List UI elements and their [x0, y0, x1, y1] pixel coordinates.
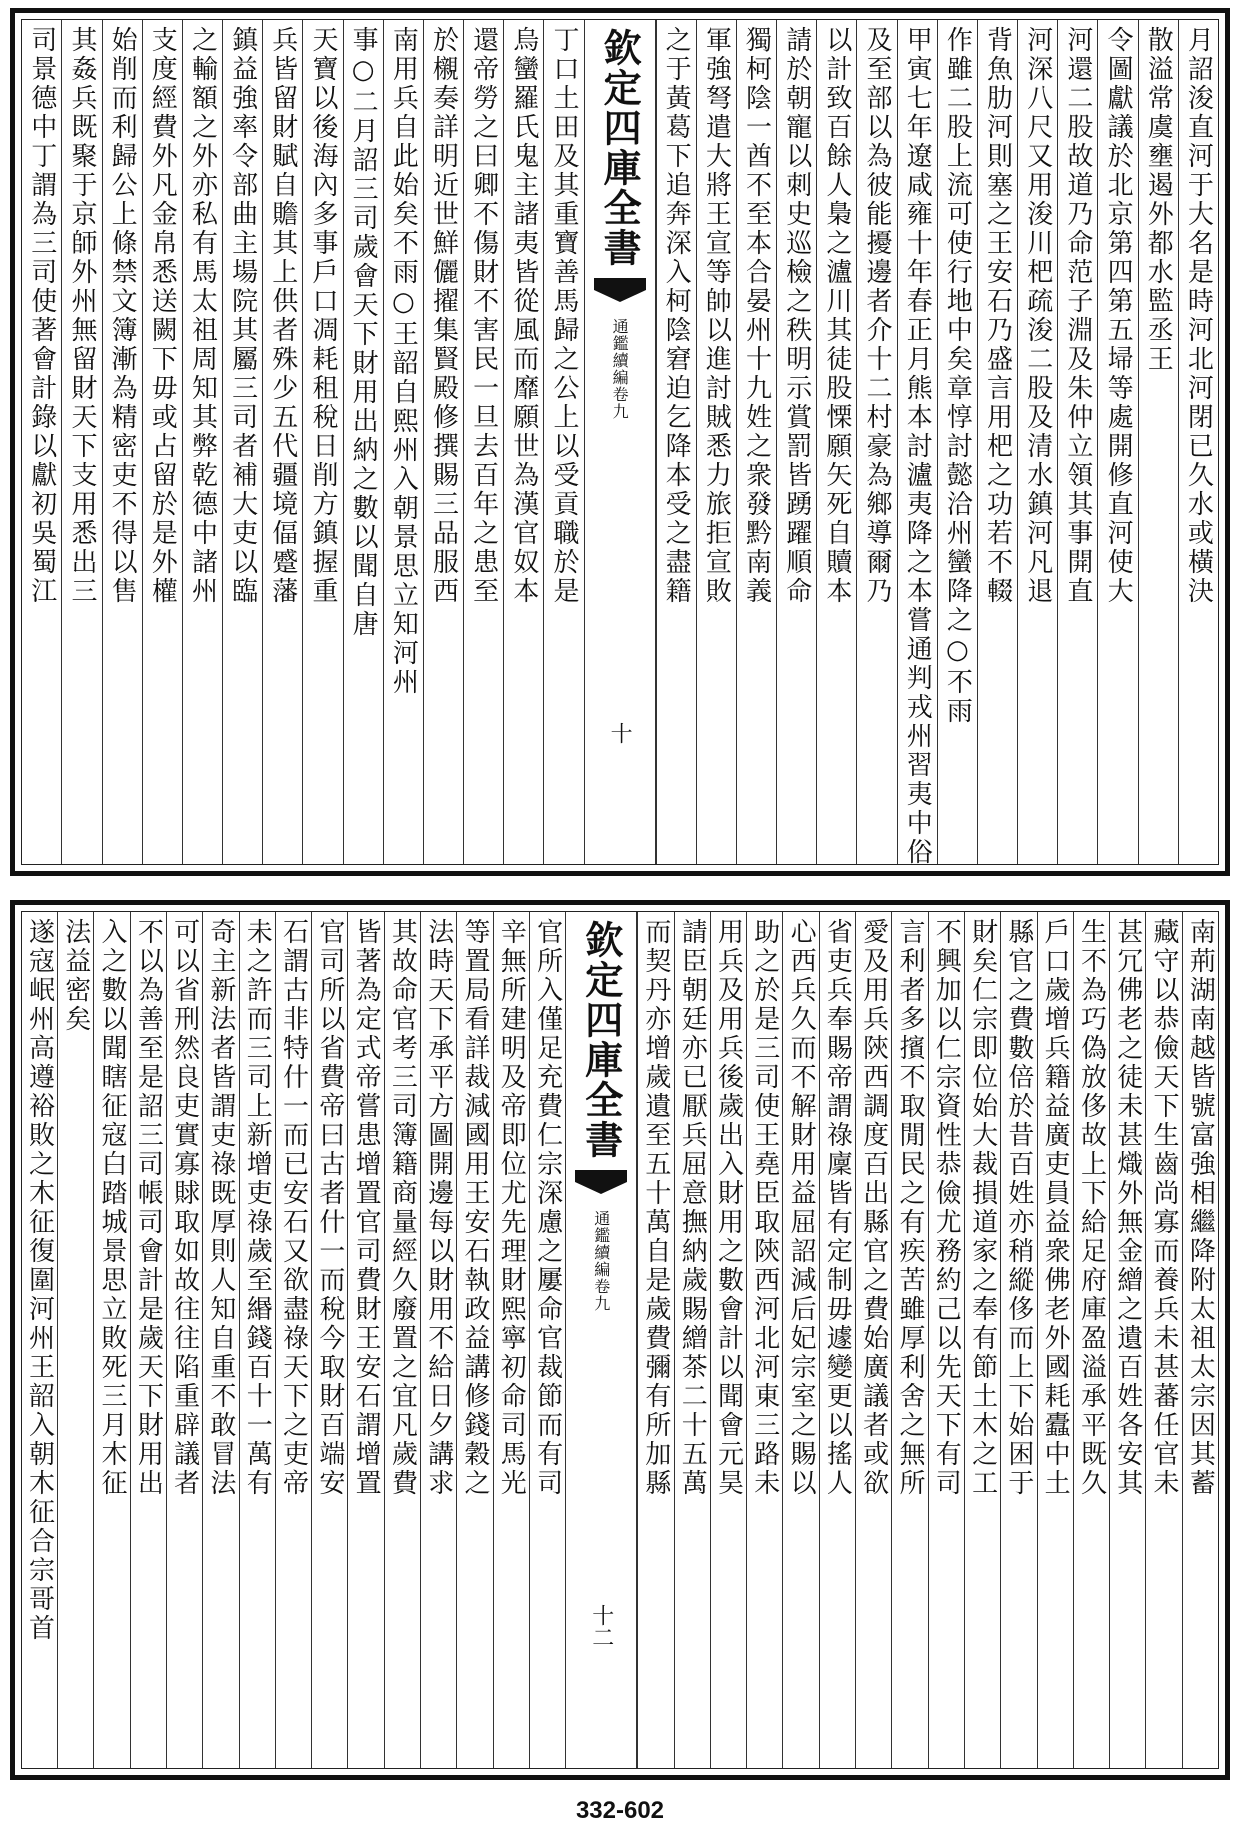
spine-column [565, 912, 637, 1768]
spine-leaf-number: 十二 [588, 1604, 614, 1648]
text-column [202, 912, 238, 1768]
text-column [102, 20, 142, 864]
column-text: 河深八尺又用浚川杷疏浚二股及清水鎮河凡退 [1022, 26, 1053, 606]
text-column [1097, 20, 1137, 864]
column-text: 之輸額之外亦私有馬太祖周知其弊乾德中諸州 [187, 26, 218, 606]
text-column [937, 20, 977, 864]
text-column [746, 912, 782, 1768]
text-column [1037, 912, 1073, 1768]
text-column [503, 20, 543, 864]
text-column [463, 20, 503, 864]
column-text: 不興加以仁宗資性恭儉尤務約己以先天下有司 [931, 918, 962, 1498]
column-text: 請臣朝廷亦已厭兵屈意撫納歲賜繒茶二十五萬 [677, 918, 708, 1498]
text-column [1073, 912, 1109, 1768]
text-column [456, 912, 492, 1768]
column-text: 請於朝寵以刺史巡檢之秩明示賞罰皆踴躍順命 [781, 26, 812, 606]
column-text: 及至部以為彼能擾邊者介十二村豪為鄉導爾乃 [862, 26, 893, 606]
column-text: 不以為善至是詔三司帳司會計是歲天下財用出 [133, 918, 164, 1498]
spine-leaf-number: 十 [607, 722, 633, 744]
text-column [1000, 912, 1036, 1768]
text-column [130, 912, 166, 1768]
text-column [57, 912, 93, 1768]
column-text: 心西兵久而不解財用益屈詔減后妃宗室之賜以 [786, 918, 817, 1498]
text-column [302, 20, 342, 864]
text-column [891, 912, 927, 1768]
column-text: 獨柯陰一酋不至本合晏州十九姓之衆發黔南義 [741, 26, 772, 606]
text-column [182, 20, 222, 864]
text-column [22, 912, 57, 1768]
text-column [166, 912, 202, 1768]
column-text: 奇主新法者皆謂吏祿既厚則人知自重不敢冒法 [205, 918, 236, 1498]
text-column [1182, 912, 1218, 1768]
text-column [855, 912, 891, 1768]
text-column [61, 20, 101, 864]
text-column [1017, 20, 1057, 864]
text-column [420, 912, 456, 1768]
spine-title: 欽定四庫全書 [597, 28, 643, 268]
column-text: 石謂古非特什一而已安石又欲盡祿天下之吏帝 [278, 918, 309, 1498]
column-text: 未之許而三司上新增吏祿歲至緡錢百十一萬有 [242, 918, 273, 1498]
column-text: 藏守以恭儉天下生齒尚寡而養兵未甚蕃任官未 [1149, 918, 1180, 1498]
column-text: 於櫬奏詳明近世鮮儷擢集賢殿修撰賜三品服西 [428, 26, 459, 606]
column-text: 丁口土田及其重寶善馬歸之公上以受貢職於是 [549, 26, 579, 606]
column-text: 河還二股故道乃命范子淵及朱仲立領其事開直 [1062, 26, 1093, 606]
column-text: 南荊湖南越皆號富強相繼降附太祖太宗因其蓄 [1185, 918, 1216, 1498]
spine-title: 欽定四庫全書 [578, 920, 624, 1160]
column-text: 財矣仁宗即位始大裁損道家之奉有節土木之工 [967, 918, 998, 1498]
column-text: 官司所以省費帝曰古者什一而稅今取財百端安 [314, 918, 345, 1498]
text-column [239, 912, 275, 1768]
column-text: 還帝勞之曰卿不傷財不害民一旦去百年之患至 [468, 26, 499, 606]
column-text: 天寶以後海內多事戶口凋耗租稅日削方鎮握重 [307, 26, 338, 606]
column-text: 言利者多擯不取閒民之有疾苦雖厚利舍之無所 [894, 918, 925, 1498]
spine-volume: 卷九 [591, 1278, 611, 1312]
column-text: 鎮益強率令部曲主場院其屬三司者補大吏以臨 [227, 26, 258, 606]
text-column [928, 912, 964, 1768]
spine-book: 通鑑續編 [610, 318, 630, 386]
column-text: 而契丹亦增歲遺至五十萬自是歲費彌有所加縣 [640, 918, 671, 1498]
text-column [493, 912, 529, 1768]
column-text: 司景德中丁謂為三司使著會計錄以獻初吳蜀江 [26, 26, 57, 606]
column-text: 以計致百餘人梟之瀘川其徒股慄願矢死自贖本 [821, 26, 852, 606]
column-text: 皆著為定式帝嘗患增置官司費財王安石謂增置 [351, 918, 382, 1498]
text-column [22, 20, 61, 864]
text-column [262, 20, 302, 864]
column-text: 甲寅七年遼咸雍十年春正月熊本討瀘夷降之本嘗通判戎州習夷中俗 [902, 26, 933, 867]
column-text: 兵皆留財賦自贍其上供者殊少五代疆境偪蹙藩 [267, 26, 298, 606]
bottom-page-columns [21, 911, 1219, 1769]
text-column [696, 20, 736, 864]
top-page-frame [10, 8, 1230, 876]
column-text: 支度經費外凡金帛悉送闕下毋或占留於是外權 [147, 26, 178, 606]
column-text: 法益密矣 [60, 918, 91, 1034]
text-column [222, 20, 262, 864]
text-column [343, 20, 383, 864]
column-text: 作雖二股上流可使行地中矣章惇討懿洽州蠻降之○不雨 [942, 26, 973, 726]
column-text: 遂寇岷州高遵裕敗之木征復圍河州王韶入朝木征合宗哥首 [24, 918, 55, 1643]
spine-book: 通鑑續編 [591, 1210, 611, 1278]
text-column [656, 20, 696, 864]
column-text: 戶口歲增兵籍益廣吏員益衆佛老外國耗蠹中土 [1040, 918, 1071, 1498]
text-column [1138, 20, 1178, 864]
text-column [543, 20, 583, 864]
text-column [1178, 20, 1218, 864]
column-text: 法時天下承平方圖開邊每以財用不給日夕講求 [423, 918, 454, 1498]
text-column [1145, 912, 1181, 1768]
text-column [736, 20, 776, 864]
column-text: 辛無所建明及帝即位尤先理財熙寧初命司馬光 [496, 918, 527, 1498]
column-text: 等置局看詳裁減國用王安石執政益講修錢穀之 [460, 918, 490, 1498]
column-text: 之于黃葛下追奔深入柯陰窘迫乞降本受之盡籍 [661, 26, 692, 606]
spine-volume: 卷九 [610, 386, 630, 420]
page-number: 332-602 [575, 1797, 665, 1824]
text-column [819, 912, 855, 1768]
column-text: 助之於是三司使王堯臣取陝西河北河東三路未 [749, 918, 780, 1498]
spine-book-volume [608, 318, 631, 420]
column-text: 軍強弩遣大將王宣等帥以進討賊悉力旅拒宣敗 [701, 26, 732, 606]
text-column [710, 912, 746, 1768]
column-text: 省吏兵奉賜帝謂祿廩皆有定制毋遽變更以搖人 [822, 918, 853, 1498]
column-text: 縣官之費數倍於昔百姓亦稍縱侈而上下始困于 [1003, 918, 1034, 1498]
column-text: 始削而利歸公上條禁文簿漸為精密吏不得以售 [107, 26, 138, 606]
spine-column [584, 20, 656, 864]
column-text: 其姦兵既聚于京師外州無留財天下支用悉出三 [66, 26, 97, 606]
text-column [897, 20, 937, 867]
text-column [529, 912, 565, 1768]
text-column [856, 20, 896, 864]
text-column [816, 20, 856, 864]
column-text: 月詔浚直河于大名是時河北河閉已久水或橫決 [1183, 26, 1214, 606]
text-column [964, 912, 1000, 1768]
text-column [384, 912, 420, 1768]
column-text: 背魚肋河則塞之王安石乃盛言用杷之功若不輟 [982, 26, 1013, 606]
column-text: 可以省刑然良吏實寡賕取如故往往陷重辟議者 [169, 918, 200, 1498]
column-text: 其故命官考三司簿籍商量經久廢置之宜凡歲費 [387, 918, 418, 1498]
text-column [93, 912, 129, 1768]
bottom-page-frame [10, 900, 1230, 1780]
text-column [674, 912, 710, 1768]
text-column [383, 20, 423, 864]
column-text: 愛及用兵陝西調度百出縣官之費始廣議者或欲 [858, 918, 889, 1498]
text-column [776, 20, 816, 864]
column-text: 南用兵自此始矣不雨○王韶自熙州入朝景思立知河州 [388, 26, 419, 697]
text-column [637, 912, 673, 1768]
column-text: 甚冗佛老之徒未甚熾外無金繒之遺百姓各安其 [1112, 918, 1143, 1498]
text-column [275, 912, 311, 1768]
column-text: 官所入僅足充費仁宗深慮之屢命官裁節而有司 [532, 918, 563, 1498]
column-text: 事○二月詔三司歲會天下財用出納之數以聞自唐 [348, 26, 379, 639]
column-text: 烏蠻羅氏鬼主諸夷皆從風而靡願世為漢官奴本 [508, 26, 539, 606]
spine-book-volume [590, 1210, 613, 1312]
column-text: 生不為巧偽放侈故上下給足府庫盈溢承平既久 [1076, 918, 1107, 1498]
text-column [347, 912, 383, 1768]
text-column [1057, 20, 1097, 864]
text-column [977, 20, 1017, 864]
column-text: 散溢常虞壅遏外都水監丞王 [1143, 26, 1174, 374]
text-column [423, 20, 463, 864]
column-text: 入之數以聞瞎征寇白踏城景思立敗死三月木征 [97, 918, 128, 1498]
text-column [142, 20, 182, 864]
fishtail-mark-icon [573, 1168, 629, 1198]
column-text: 用兵及用兵後歲出入財用之數會計以聞會元昊 [713, 918, 744, 1498]
text-column [782, 912, 818, 1768]
column-text: 令圖獻議於北京第四第五埽等處開修直河使大 [1103, 26, 1134, 606]
fishtail-mark-icon [592, 276, 648, 306]
top-page-columns [21, 19, 1219, 865]
text-column [311, 912, 347, 1768]
text-column [1109, 912, 1145, 1768]
